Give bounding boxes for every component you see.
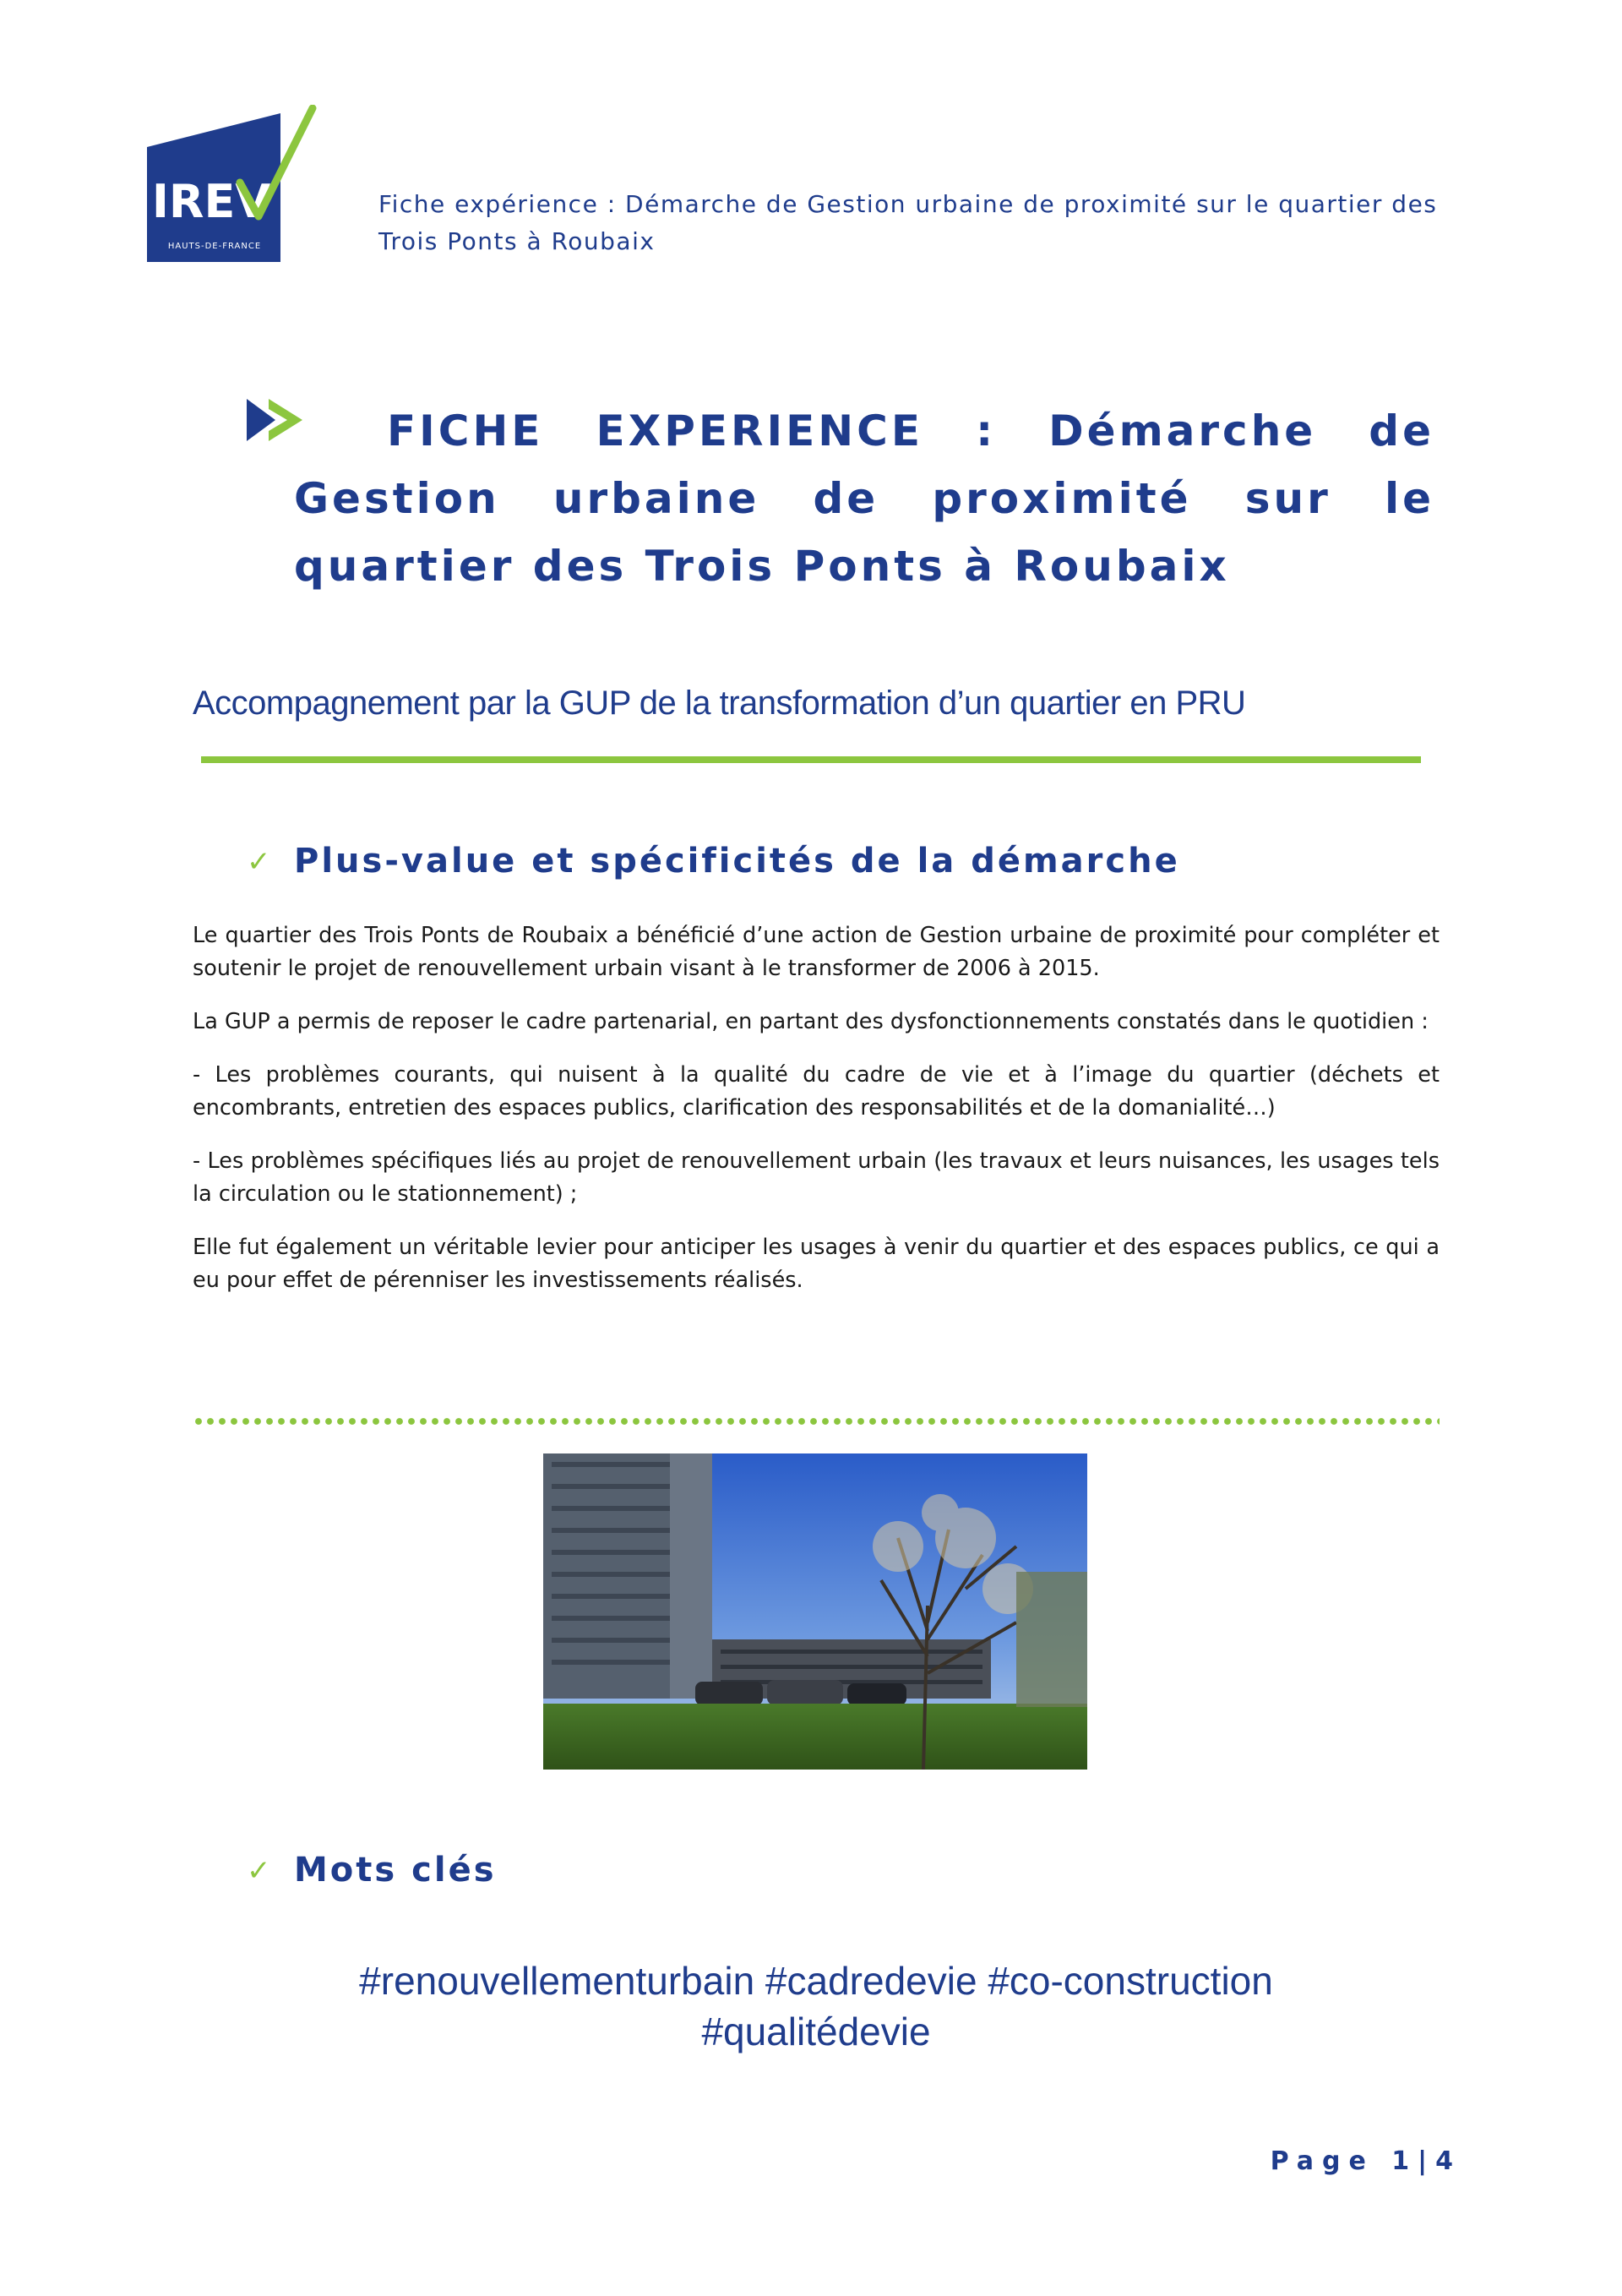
keywords (193, 1955, 1440, 2057)
dotted-divider (193, 1417, 1440, 1426)
paragraph: - Les problèmes spécifiques liés au projet de renouvellement urbain (les travaux et leurs nuisances, les usages tels la circulation ou le stationnement) ; (193, 1148, 1440, 1207)
checkmark-icon: ✓ (247, 845, 271, 879)
checkmark-icon: ✓ (247, 1854, 271, 1888)
logo-text: IREV (151, 175, 271, 228)
keywords-line: #renouvellementurbain #cadredevie #co-construction (359, 1959, 1273, 2003)
neighborhood-photo (543, 1453, 1087, 1770)
keywords-line: #qualitédevie (701, 2010, 931, 2053)
page-subtitle: Accompagnement par la GUP de la transformation d’un quartier en PRU (193, 684, 1246, 722)
irev-logo (147, 105, 318, 262)
paragraph: La GUP a permis de reposer le cadre partenarial, en partant des dysfonctionnements constatés dans le quotidien : (193, 1009, 1429, 1034)
logo-subtext: HAUTS-DE-FRANCE (167, 242, 262, 251)
section-divider (201, 756, 1421, 763)
paragraph: Elle fut également un véritable levier pour anticiper les usages à venir du quartier et des espaces publics, ce qui a eu pour effet de pérenniser les investissements réalisés. (193, 1235, 1440, 1293)
running-header: Fiche expérience : Démarche de Gestion urbaine de proximité sur le quartier des Trois Ponts à Roubaix (378, 190, 1438, 255)
page-title: FICHE EXPERIENCE : Démarche de Gestion urbaine de proximité sur le quartier des Trois Ponts à Roubaix (294, 406, 1434, 591)
page-number: Page 1|4 (1270, 2146, 1461, 2176)
section-heading: Plus-value et spécificités de la démarche (294, 842, 1180, 881)
section-body (193, 919, 1440, 1317)
paragraph: Le quartier des Trois Ponts de Roubaix a bénéficié d’une action de Gestion urbaine de proximité pour compléter et soutenir le projet de renouvellement urbain visant à le transformer de 2006 à 2015. (193, 923, 1440, 981)
paragraph: - Les problèmes courants, qui nuisent à la qualité du cadre de vie et à l’image du quartier (déchets et encombrants, entretien des espaces publics, clarification des responsabilités et de la domanialité…) (193, 1062, 1440, 1121)
section-heading: Mots clés (294, 1851, 497, 1890)
